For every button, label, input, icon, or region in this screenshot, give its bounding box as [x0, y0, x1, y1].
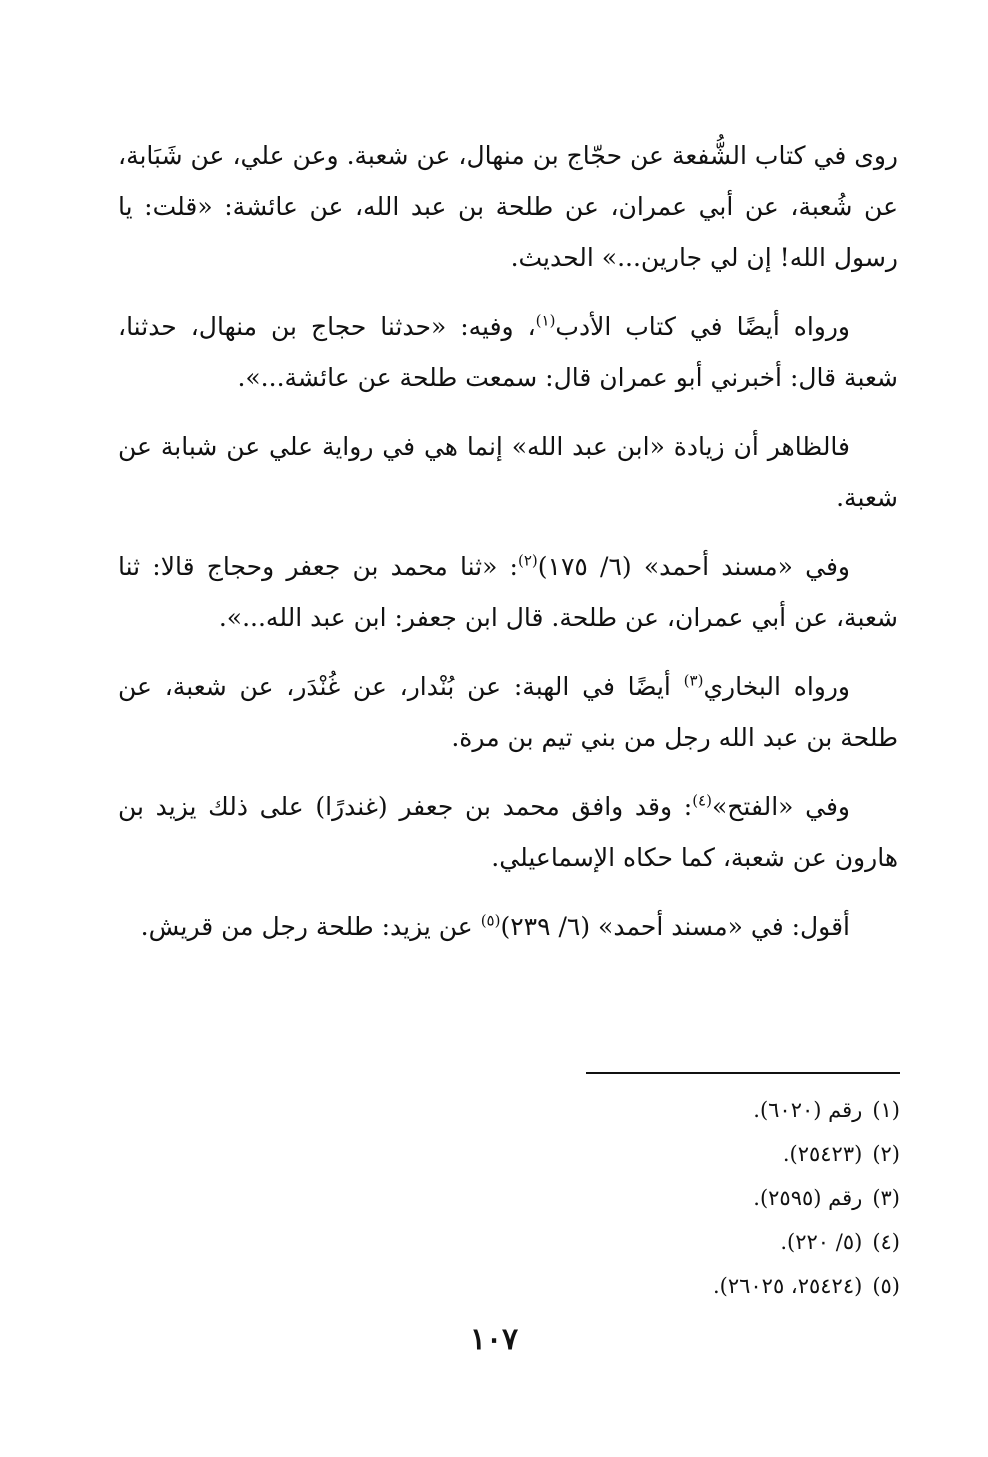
paragraph-text: روى في كتاب الشُّفعة عن حجّاج بن منهال، عن شعبة. وعن علي، عن شَبَابة، عن شُعبة، عن أبي عمران، عن طلحة بن عبد الله، عن عائشة: «قلت: يا رسول الله! إن لي جارين...» الحديث.	[118, 141, 898, 272]
footnote-marker: (٢)	[517, 551, 538, 570]
paragraph-text: فالظاهر أن زيادة «ابن عبد الله» إنما هي في رواية علي عن شبابة عن شعبة.	[118, 432, 898, 512]
footnote-number: (١)	[872, 1098, 900, 1122]
footnote-marker: (١)	[535, 311, 556, 330]
footnote	[500, 1176, 900, 1220]
footnote-marker: (٣)	[683, 671, 704, 690]
paragraph	[118, 541, 898, 643]
paragraph	[118, 301, 898, 403]
main-text	[118, 130, 898, 970]
paragraph-text: : «ثنا محمد بن جعفر وحجاج قالا: ثنا شعبة، عن أبي عمران، عن طلحة. قال ابن جعفر: ابن عبد الله...».	[118, 552, 898, 632]
footnote-marker: (٥)	[480, 911, 501, 930]
footnote	[500, 1220, 900, 1264]
paragraph	[118, 661, 898, 763]
footnote	[500, 1088, 900, 1132]
footnote-text: (٢٥٤٢٣).	[782, 1142, 863, 1166]
paragraph-text: أقول: في «مسند أحمد» (٦/ ٢٣٩)	[500, 912, 850, 941]
paragraph	[118, 130, 898, 283]
footnote	[500, 1132, 900, 1176]
footnote-text: رقم (٢٥٩٥).	[753, 1186, 863, 1210]
footnotes	[500, 1088, 900, 1308]
footnote	[500, 1264, 900, 1308]
paragraph-text: ورواه البخاري	[703, 672, 850, 701]
paragraph-text: وفي «الفتح»	[711, 792, 850, 821]
paragraph-text: ورواه أيضًا في كتاب الأدب	[555, 312, 850, 341]
footnote-text: (٥/ ٢٢٠).	[780, 1230, 863, 1254]
footnote-text: (٢٥٤٢٤، ٢٦٠٢٥).	[712, 1274, 863, 1298]
footnote-number: (٥)	[872, 1274, 900, 1298]
paragraph-text: أيضًا في الهبة: عن بُنْدار، عن غُنْدَر، عن شعبة، عن طلحة بن عبد الله رجل من بني تيم بن مرة.	[118, 672, 898, 752]
paragraph-text: : وقد وافق محمد بن جعفر (غندرًا) على ذلك يزيد بن هارون عن شعبة، كما حكاه الإسماعيلي.	[118, 792, 898, 872]
footnote-number: (٤)	[872, 1230, 900, 1254]
footnote-marker: (٤)	[692, 791, 712, 810]
paragraph-text: ، وفيه: «حدثنا حجاج بن منهال، حدثنا، شعبة قال: أخبرني أبو عمران قال: سمعت طلحة عن عائشة...».	[118, 312, 898, 392]
paragraph	[118, 781, 898, 883]
paragraph-text: وفي «مسند أحمد» (٦/ ١٧٥)	[537, 552, 850, 581]
footnote-number: (٣)	[872, 1186, 900, 1210]
page-number: ١٠٧	[469, 1322, 519, 1357]
paragraph	[118, 421, 898, 523]
footnote-number: (٢)	[872, 1142, 900, 1166]
footnote-text: رقم (٦٠٢٠).	[753, 1098, 863, 1122]
paragraph	[118, 901, 898, 952]
paragraph-text: عن يزيد: طلحة رجل من قريش.	[140, 912, 481, 941]
footnote-separator	[586, 1072, 900, 1074]
